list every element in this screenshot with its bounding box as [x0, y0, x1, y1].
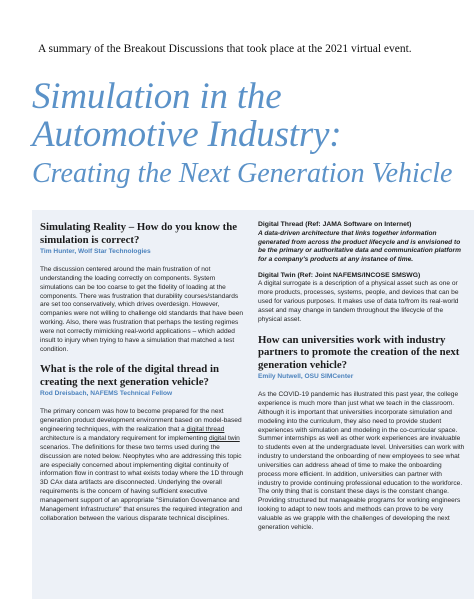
left-column — [40, 221, 247, 523]
definition-digital-twin-heading: Digital Twin (Ref: Joint NAFEMS/INCOSE SMSWG) — [258, 271, 421, 279]
digital-twin-link[interactable]: digital twin — [208, 434, 240, 442]
definition-digital-twin-text: A digital surrogate is a description of a physical asset such as one or more products, processes, systems, people, and devices that can be used for various purposes. It makes use of data to/from its real-world asset and may change in tandem throughout the lifecycle of the physical asset. — [258, 280, 459, 323]
digital-thread-link[interactable]: digital thread — [186, 426, 225, 434]
byline-emily-nutwell: Emily Nutwell, OSU SIMCenter — [258, 373, 354, 381]
section-heading-simulating-reality: Simulating Reality – How do you know the simulation is correct? — [40, 221, 238, 246]
paragraph-simulating-reality: The discussion centered around the main frustration of not understanding the loading correctly on components. System simulations can be too coarse to get the fidelity of loading at the components. There was frustration that durability courses/standards are set too conservatively, which drives overdesign. However, companies were not willing to challenge old standards that have been working. Also, there was frustration that perhaps the testing regimes were not correctly mimicking real-world applications – which added insult to injury when trying to have a simulation that matched a test condition. — [40, 266, 244, 353]
section-heading-digital-thread-role: What is the role of the digital thread in creating the next generation vehicle? — [40, 363, 219, 388]
paragraph-digital-thread-role — [40, 408, 247, 523]
section-heading-universities: How can universities work with industry partners to promote the creation of the next generation vehicle? — [258, 333, 460, 371]
byline-rod-dreisbach: Rod Dreisbach, NAFEMS Technical Fellow — [40, 390, 173, 398]
definition-digital-thread-heading: Digital Thread (Ref: JAMA Software on Internet) — [258, 221, 412, 228]
byline-tim-hunter: Tim Hunter, Wolf Star Technologies — [40, 248, 151, 255]
paragraph-text-middle: architecture is a mandatory requirement for implementing — [40, 434, 209, 442]
title-line-1: Simulation in the — [32, 76, 282, 117]
definition-digital-thread-text: A data-driven architecture that links together information generated from across the product lifecycle and is envisioned to be the primary or authoritative data and communication platform for a company's products at any instance of time. — [258, 229, 461, 263]
paragraph-universities: As the COVID-19 pandemic has illustrated this past year, the college experience is much more than just what we teach in the classroom. Although it is important that universities incorporate simulation and modeling into the curriculum, they also need to provide student experiences with simulation and modeling in the co-curricular space. Summer internships as well as other work experiences are invaluable to students even at the undergraduate level. Universities can work with industry to understand the onboarding of new employees to see what universities can address ahead of time to make the onboarding process more efficient. In addition, universities can partner with industry to provide continuing professional education to the workforce. The only thing that is constant these days is the constant change. Providing structured but manageable programs for working engineers looking to adapt to new tools and methods can prove to be very valuable as we grapple with the challenges of developing the next generation vehicle. — [258, 391, 465, 531]
page-title — [32, 78, 472, 190]
right-column — [258, 221, 466, 533]
paragraph-text-end: scenarios. The definitions for these two terms used during the discussion are noted below. Neophytes who are addressing this topic are especially concerned about implementing digital continuity of information flow in contrast to what exists today where the 1D through 3D CAx data artifacts are disconnected. Underlying the overall requirements is the concern of having sufficient executive management support of an appropriate "Simulation Governance and Management Infrastructure" that ensures the required integration and collaboration between the various disparate technical disciplines. — [40, 443, 244, 522]
paragraph-text-start: The primary concern was how to become prepared for the next generation product development environment based on model-based engineering techniques, with the realization that a — [40, 408, 242, 434]
content-panel — [32, 210, 474, 599]
intro-line: A summary of the Breakout Discussions that took place at the 2021 virtual event. — [38, 43, 412, 55]
title-line-2: Automotive Industry: — [32, 114, 342, 155]
title-subtitle: Creating the Next Generation Vehicle — [32, 158, 453, 189]
